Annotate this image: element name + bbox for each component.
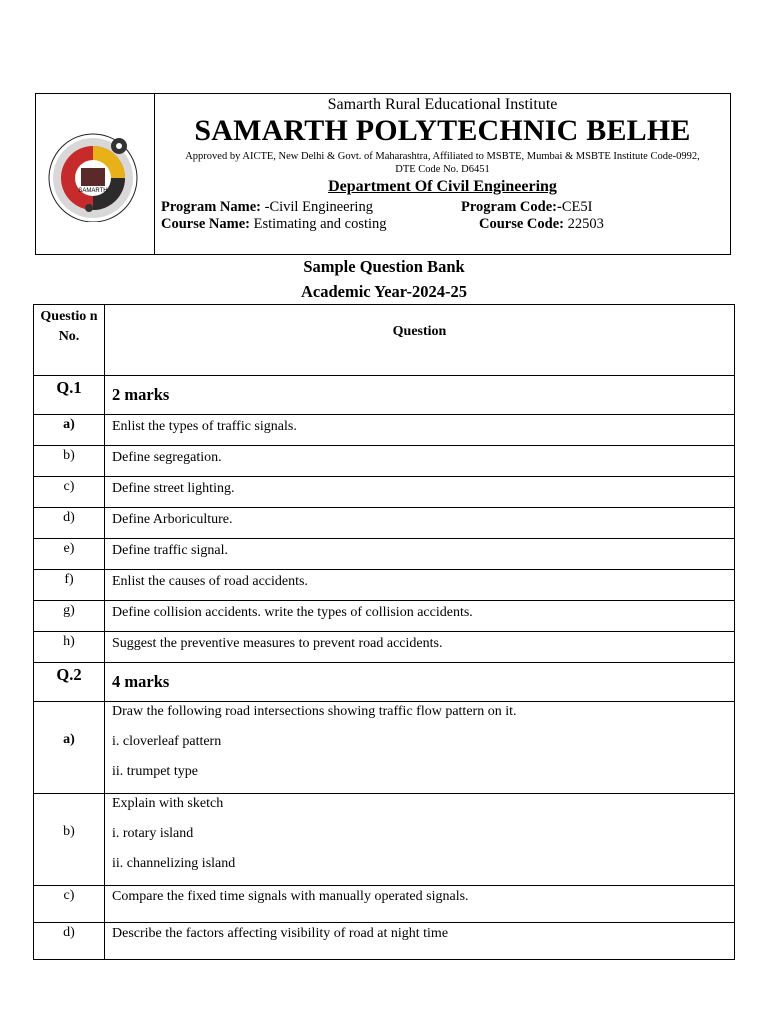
- question-text: Enlist the types of traffic signals.: [105, 415, 735, 446]
- question-text: [105, 794, 735, 886]
- sub-question-label: c): [34, 886, 105, 923]
- table-row: [34, 632, 735, 663]
- sub-question-label: g): [34, 601, 105, 632]
- college-logo-icon: [47, 130, 143, 222]
- academic-year-title: Academic Year-2024-25: [300, 282, 467, 301]
- question-text: Define collision accidents. write the types of collision accidents.: [105, 601, 735, 632]
- question-line: i. cloverleaf pattern: [112, 734, 222, 749]
- question-line: Draw the following road intersections showing traffic flow pattern on it.: [112, 704, 517, 719]
- course-name-label: Course Name:: [161, 216, 250, 232]
- question-text: Define street lighting.: [105, 477, 735, 508]
- question-line: ii. trumpet type: [112, 764, 198, 779]
- table-row: [34, 570, 735, 601]
- question-table: [33, 304, 735, 960]
- header-info: [155, 94, 730, 254]
- section-number: Q.1: [34, 376, 105, 415]
- college-name: SAMARTH POLYTECHNIC BELHE: [194, 114, 691, 147]
- department-name: Department Of Civil Engineering: [328, 178, 557, 195]
- sub-question-label: e): [34, 539, 105, 570]
- question-line: ii. channelizing island: [112, 856, 236, 871]
- question-line: i. rotary island: [112, 826, 194, 841]
- sub-question-label: b): [34, 446, 105, 477]
- sub-question-label: a): [34, 702, 105, 794]
- question-text: Suggest the preventive measures to prevent road accidents.: [105, 632, 735, 663]
- table-row: [34, 794, 735, 886]
- table-row: [34, 886, 735, 923]
- logo-cell: [36, 94, 155, 254]
- program-code-value: CE5I: [561, 199, 593, 215]
- institute-name: Samarth Rural Educational Institute: [327, 96, 558, 113]
- section-row-q1: [34, 376, 735, 415]
- header-box: [35, 93, 731, 255]
- sub-question-label: c): [34, 477, 105, 508]
- question-text: [105, 702, 735, 794]
- section-marks: 4 marks: [105, 663, 735, 702]
- course-code-value: 22503: [563, 216, 604, 232]
- table-row: [34, 539, 735, 570]
- approval-line-1: Approved by AICTE, New Delhi & Govt. of Maharashtra, Affiliated to MSBTE, Mumbai & MSBTE Institute Code-0992,: [185, 151, 700, 162]
- program-name-value: -Civil Engineering: [261, 199, 373, 215]
- table-row: [34, 601, 735, 632]
- table-row: [34, 415, 735, 446]
- question-text: Compare the fixed time signals with manually operated signals.: [105, 886, 735, 923]
- table-row: [34, 702, 735, 794]
- table-row: [34, 446, 735, 477]
- course-name: [161, 216, 387, 233]
- sub-question-label: f): [34, 570, 105, 601]
- course-name-value: Estimating and costing: [250, 216, 387, 232]
- program-name-label: Program Name:: [161, 199, 261, 215]
- logo-text: SAMARTH: [78, 188, 108, 194]
- section-number: Q.2: [34, 663, 105, 702]
- table-row: [34, 508, 735, 539]
- question-line: Explain with sketch: [112, 796, 224, 811]
- course-code: [479, 216, 604, 233]
- sub-question-label: b): [34, 794, 105, 886]
- question-bank-title: Sample Question Bank: [303, 257, 465, 276]
- question-text: Define traffic signal.: [105, 539, 735, 570]
- course-code-label: Course Code:: [479, 216, 564, 232]
- program-code: [461, 199, 592, 216]
- col-header-qno: Questio n No.: [34, 305, 105, 376]
- col-header-question: Question: [105, 305, 735, 376]
- program-code-label: Program Code:-: [461, 199, 562, 215]
- sub-question-label: a): [34, 415, 105, 446]
- section-row-q2: [34, 663, 735, 702]
- question-text: Enlist the causes of road accidents.: [105, 570, 735, 601]
- sub-question-label: h): [34, 632, 105, 663]
- approval-line-2: DTE Code No. D6451: [395, 164, 490, 175]
- question-text: Define segregation.: [105, 446, 735, 477]
- section-marks: 2 marks: [105, 376, 735, 415]
- approval-text: [163, 150, 722, 176]
- sub-question-label: d): [34, 923, 105, 960]
- question-text: Define Arboriculture.: [105, 508, 735, 539]
- table-row: [34, 477, 735, 508]
- question-text: Describe the factors affecting visibility of road at night time: [105, 923, 735, 960]
- program-name: [161, 199, 373, 216]
- table-header-row: [34, 305, 735, 376]
- sub-question-label: d): [34, 508, 105, 539]
- table-row: [34, 923, 735, 960]
